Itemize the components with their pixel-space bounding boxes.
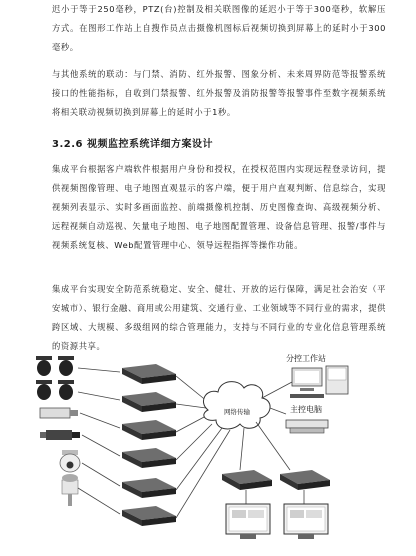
network-diagram <box>0 344 416 556</box>
camera-icons <box>36 356 80 506</box>
dome-camera-icon <box>36 356 74 376</box>
paragraph-4: 集成平台实现安全防范系统稳定、安全、健壮、开放的运行保障，满足社会治安（平安城市）、银行金融、商用或公用建筑、交通行业、工业领域等不同行业的需求，提供跨区域、大规模、多级组网的综合管理能力，支持与不同行业的专业化信息管理系统的资源共享。 <box>52 284 386 351</box>
network-cloud <box>203 382 270 429</box>
encoder-boxes <box>122 364 176 526</box>
paragraph-3: 集成平台根据客户端软件根据用户身份和授权，在授权范围内实现远程登录访问，提供视频图像管理、电子地图直观显示的客户端，便于用户直观判断、信息综合，实现视频列表显示、实时多画面监控、前端摄像机控制、历史图像查询、高级视频分析、远程视频自动巡视、矢量电子地图、电子地图配置管理、设备信息管理、报警/事件与视频系统复核、Web配置管理中心、领导远程指挥等操作功能。 <box>52 164 386 250</box>
network-label: 网络传输 <box>224 408 250 416</box>
paragraph-2: 与其他系统的联动：与门禁、消防、红外报警、图象分析、未来周界防范等报警系统接口的性能指标，自收到门禁报警、红外报警及消防报警等报警事件至数字视频系统将相关联动视频切换到屏幕上的延时小于1秒。 <box>52 69 386 117</box>
decoder-boxes <box>222 470 330 490</box>
monitor-icons <box>226 504 328 539</box>
ptz-camera-icon <box>62 474 78 506</box>
section-heading: 3.2.6 视频监控系统详细方案设计 <box>52 139 213 150</box>
box-camera-icon <box>40 430 80 440</box>
host-computer <box>286 404 328 433</box>
computer-icon <box>286 420 328 433</box>
host-label: 主控电脑 <box>290 405 322 414</box>
ptz-dome-camera-icon <box>60 450 80 472</box>
paragraph-1: 迟小于等于250毫秒，PTZ(台)控制及相关联图像的延迟小于等于300毫秒，软解压方式。在图形工作站上自搜作员点击摄像机图标后视频切换到屏幕上的延时小于300毫秒。 <box>52 4 386 52</box>
computer-icon <box>290 366 348 398</box>
dome-camera-icon <box>36 380 74 400</box>
workstation <box>286 353 348 398</box>
workstation-label: 分控工作站 <box>286 354 326 363</box>
box-camera-icon <box>40 408 78 418</box>
